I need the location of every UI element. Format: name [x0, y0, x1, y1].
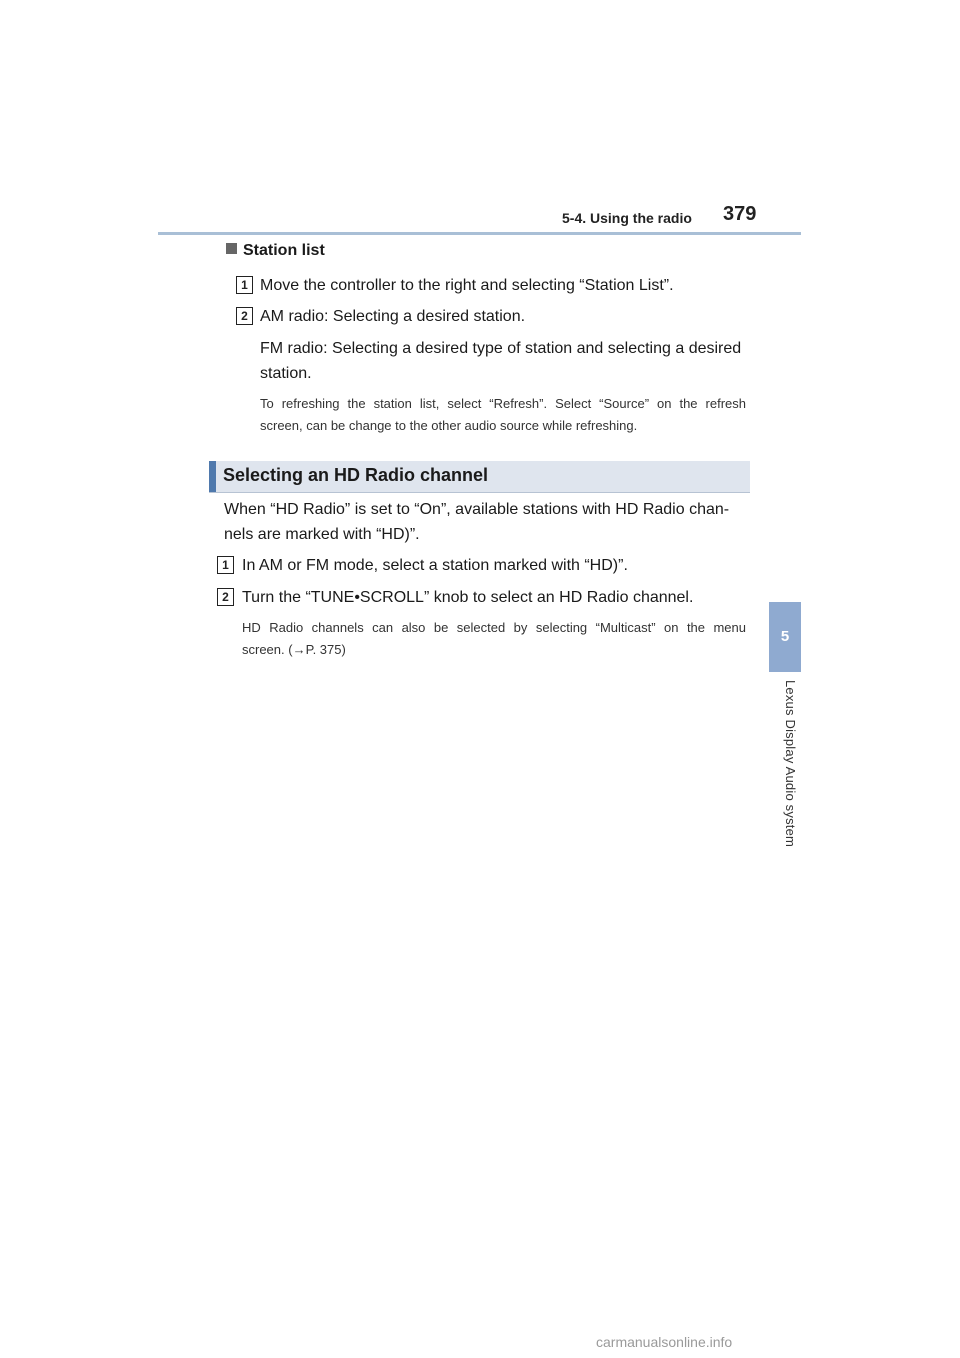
station-list-heading — [226, 242, 325, 260]
chapter-number: 5 — [780, 628, 790, 645]
station-list-step-2-continuation-2: station. — [260, 365, 312, 382]
square-bullet-icon — [226, 243, 237, 254]
watermark: carmanualsonline.info — [596, 1334, 733, 1350]
page-number: 379 — [723, 203, 757, 225]
hd-radio-step-1: In AM or FM mode, select a station marked with “HD)”. — [242, 557, 628, 574]
station-list-step-2: AM radio: Selecting a desired station. — [260, 308, 526, 325]
hd-radio-note-line-2: screen. (→P. 375) — [242, 642, 346, 657]
station-list-heading-text: Station list — [243, 242, 325, 259]
station-list-step-2-continuation-1: FM radio: Selecting a desired type of station and selecting a desired — [260, 340, 742, 357]
hd-radio-intro-line-2: nels are marked with “HD)”. — [224, 526, 420, 543]
hd-radio-step-2: Turn the “TUNE•SCROLL” knob to select an HD Radio channel. — [242, 589, 694, 606]
hd-radio-section-header — [209, 461, 750, 493]
header-divider — [158, 232, 801, 235]
station-list-step-1: Move the controller to the right and selecting “Station List”. — [260, 277, 674, 294]
step-badge-2: 2 — [217, 588, 234, 606]
hd-radio-note-line-1: HD Radio channels can also be selected by selecting “Multicast” on the menu — [242, 620, 746, 635]
station-list-note-line-1: To refreshing the station list, select “Refresh”. Select “Source” on the refresh — [260, 396, 746, 411]
step-badge-1: 1 — [236, 276, 253, 294]
step-badge-1: 1 — [217, 556, 234, 574]
station-list-note-line-2: screen, can be change to the other audio source while refreshing. — [260, 418, 638, 433]
chapter-title: Lexus Display Audio system — [783, 680, 798, 848]
step-badge-2: 2 — [236, 307, 253, 325]
section-label: 5-4. Using the radio — [562, 210, 692, 226]
hd-radio-section-title: Selecting an HD Radio channel — [223, 465, 489, 485]
chapter-tab — [769, 602, 801, 672]
hd-radio-intro-line-1: When “HD Radio” is set to “On”, available stations with HD Radio chan- — [224, 501, 730, 518]
section-accent-bar — [209, 461, 216, 492]
